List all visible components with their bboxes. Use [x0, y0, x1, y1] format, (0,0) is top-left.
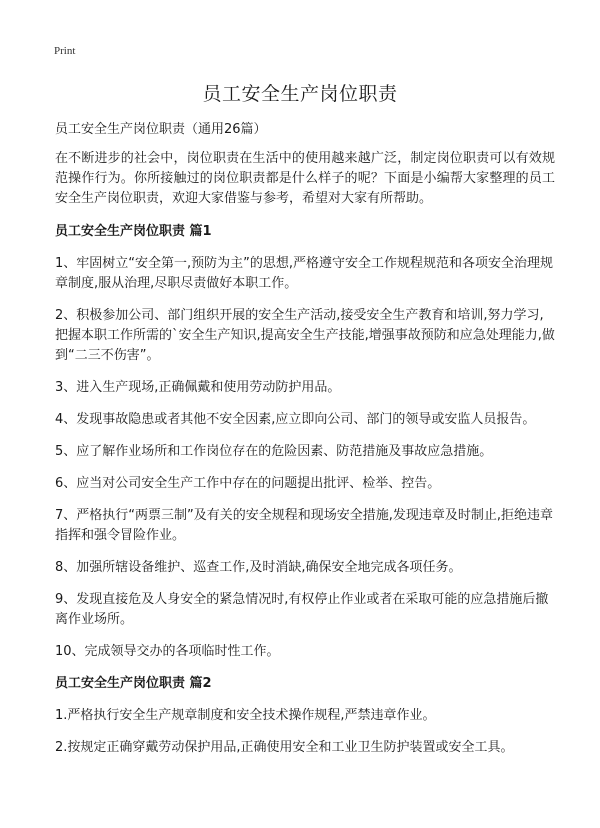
list-item: 6、应当对公司安全生产工作中存在的问题提出批评、检举、控告。 [55, 476, 441, 491]
print-label: Print [54, 45, 76, 57]
section-heading: 员工安全生产岗位职责 篇1 [55, 224, 212, 239]
page-title: 员工安全生产岗位职责 [202, 83, 398, 105]
list-item: 9、发现直接危及人身安全的紧急情况时,有权停止作业或者在采取可能的应急措施后撤离作业场所。 [55, 592, 549, 627]
section-1 [55, 222, 555, 662]
section-2 [55, 674, 555, 758]
list-item: 2.按规定正确穿戴劳动保护用品,正确使用安全和工业卫生防护装置或安全工具。 [55, 740, 514, 755]
list-item: 1.严格执行安全生产规章制度和安全技术操作规程,严禁违章作业。 [55, 708, 436, 723]
document-subtitle: 员工安全生产岗位职责（通用26篇） [55, 122, 267, 137]
list-item: 2、积极参加公司、部门组织开展的安全生产活动,接受安全生产教育和培训,努力学习,把握本职工作所需的`安全生产知识,提高安全生产技能,增强事故预防和应急处理能力,做到“二三不伤害”。 [55, 308, 555, 363]
list-item: 8、加强所辖设备维护、巡查工作,及时消缺,确保安全地完成各项任务。 [55, 560, 462, 575]
section-heading: 员工安全生产岗位职责 篇2 [55, 676, 212, 691]
list-item: 4、发现事故隐患或者其他不安全因素,应立即向公司、部门的领导或安监人员报告。 [55, 412, 536, 427]
list-item: 10、完成领导交办的各项临时性工作。 [55, 644, 280, 659]
list-item: 3、进入生产现场,正确佩戴和使用劳动防护用品。 [55, 380, 341, 395]
list-item: 7、严格执行“两票三制”及有关的安全规程和现场安全措施,发现违章及时制止,拒绝违章指挥和强令冒险作业。 [55, 508, 554, 543]
list-item: 5、应了解作业场所和工作岗位存在的危险因素、防范措施及事故应急措施。 [55, 444, 493, 459]
list-item: 1、牢固树立“安全第一,预防为主”的思想,严格遵守安全工作规程规范和各项安全治理规章制度,服从治理,尽职尽责做好本职工作。 [55, 256, 554, 291]
document-body [55, 120, 555, 770]
intro-paragraph: 在不断进步的社会中，岗位职责在生活中的使用越来越广泛，制定岗位职责可以有效规范操作行为。你所接触过的岗位职责都是什么样子的呢？下面是小编帮大家整理的员工安全生产岗位职责，欢迎大家借鉴与参考，希望对大家有所帮助。 [55, 151, 555, 206]
